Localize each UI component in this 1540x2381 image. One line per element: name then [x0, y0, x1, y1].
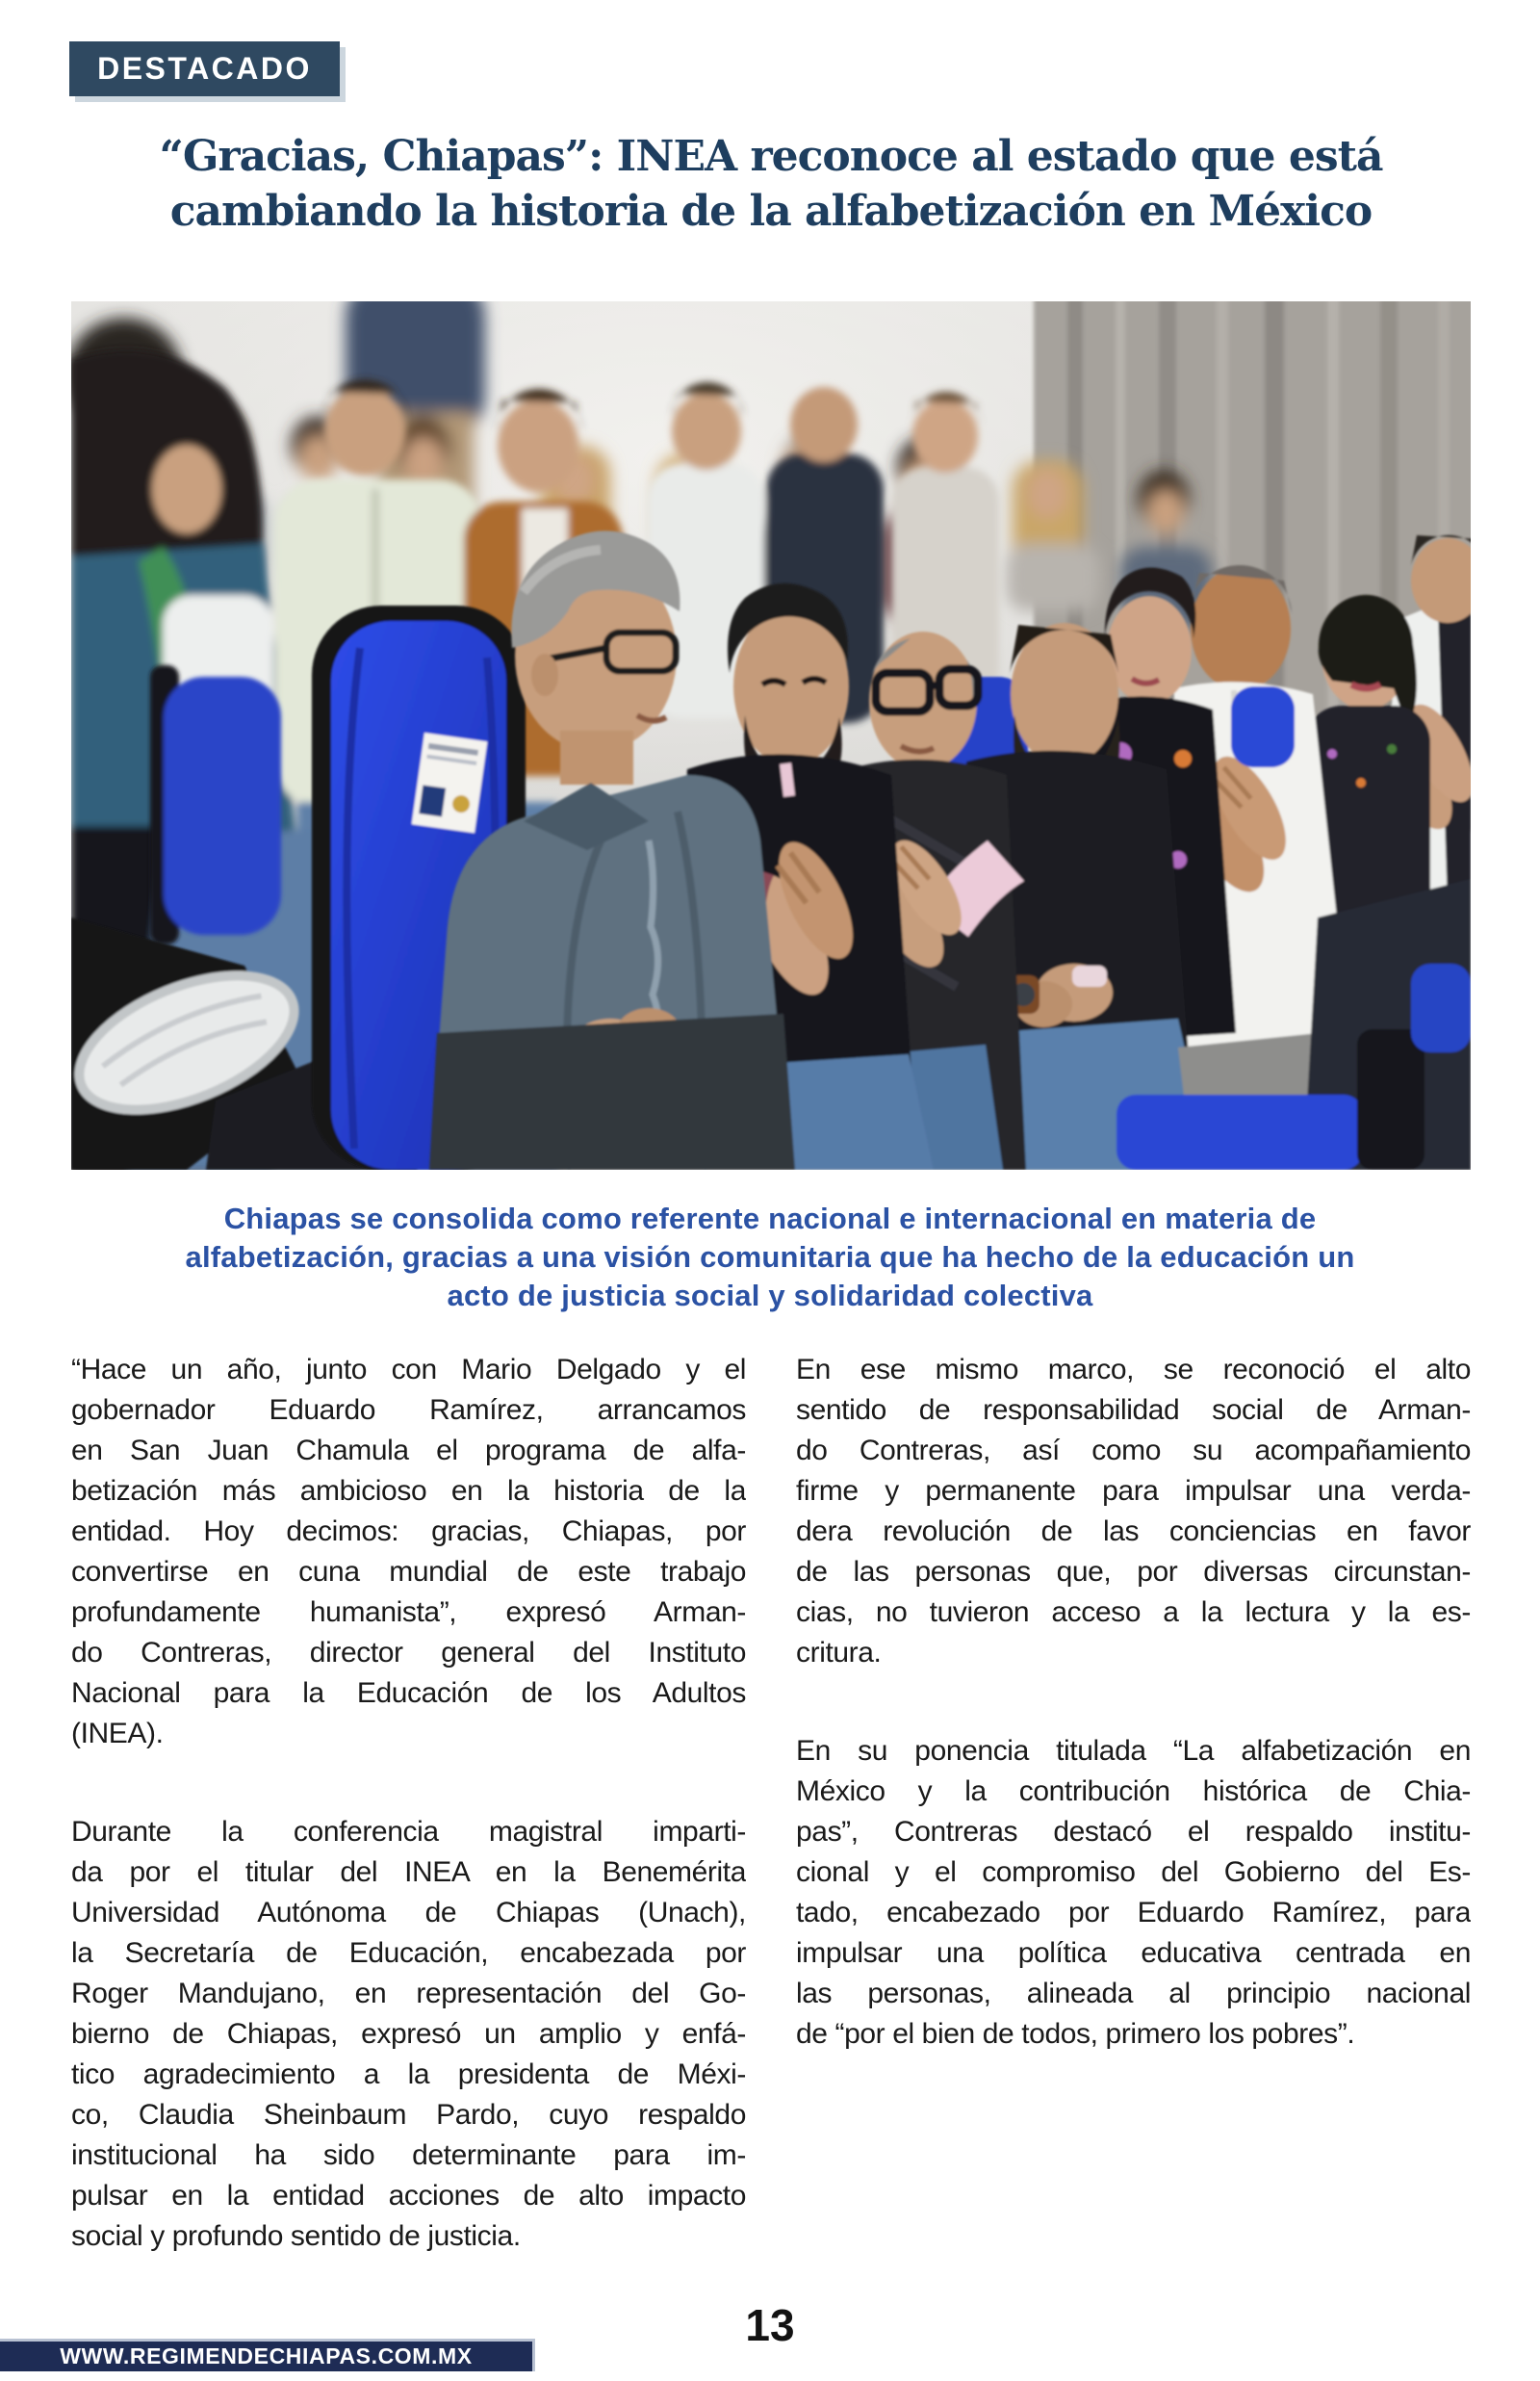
paragraph	[71, 1812, 746, 2257]
footer-url: WWW.REGIMENDECHIAPAS.COM.MX	[60, 2343, 473, 2368]
body-line: Nacional para la Educación de los Adultos	[71, 1677, 746, 1709]
body-line: social y profundo sentido de justicia.	[71, 2220, 521, 2252]
article-headline	[71, 129, 1471, 239]
body-line: profundamente humanista”, expresó Arman-	[71, 1596, 746, 1628]
body-line: pas”, Contreras destacó el respaldo institu-	[796, 1816, 1471, 1848]
audience-photo	[71, 301, 1471, 1170]
column-right	[796, 1350, 1471, 2257]
body-line: Universidad Autónoma de Chiapas (Unach),	[71, 1897, 746, 1928]
body-line: tico agradecimiento a la presidenta de Méxi-	[71, 2058, 746, 2090]
body-line: Durante la conferencia magistral imparti-	[71, 1816, 746, 1848]
body-line: En su ponencia titulada “La alfabetización en	[796, 1735, 1471, 1767]
body-line: co, Claudia Sheinbaum Pardo, cuyo respaldo	[71, 2099, 746, 2131]
body-line: impulsar una política educativa centrada en	[796, 1937, 1471, 1969]
body-line: la Secretaría de Educación, encabezada por	[71, 1937, 746, 1969]
body-line: Roger Mandujano, en representación del Go-	[71, 1978, 746, 2009]
body-line: firme y permanente para impulsar una verda-	[796, 1475, 1471, 1507]
headline-line: cambiando la historia de la alfabetización en México	[169, 187, 1373, 236]
headline-line: “Gracias, Chiapas”: INEA reconoce al estado que está	[159, 132, 1383, 181]
body-line: bierno de Chiapas, expresó un amplio y enfá-	[71, 2018, 746, 2050]
body-line: México y la contribución histórica de Chia-	[796, 1775, 1471, 1807]
caption-line: Chiapas se consolida como referente nacional e internacional en materia de	[223, 1202, 1317, 1235]
article-body	[71, 1350, 1471, 2257]
body-line: da por el titular del INEA en la Benemérita	[71, 1856, 746, 1888]
page-number: 13	[745, 2300, 795, 2350]
body-line: do Contreras, director general del Instituto	[71, 1637, 746, 1669]
body-line: gobernador Eduardo Ramírez, arrancamos	[71, 1394, 746, 1426]
caption-line: acto de justicia social y solidaridad colectiva	[447, 1279, 1093, 1312]
body-line: en San Juan Chamula el programa de alfa-	[71, 1435, 746, 1466]
body-line: betización más ambicioso en la historia de la	[71, 1475, 746, 1507]
caption-line: alfabetización, gracias a una visión comunitaria que ha hecho de la educación un	[185, 1240, 1355, 1274]
body-line: critura.	[796, 1637, 882, 1669]
body-line: de las personas que, por diversas circunstan-	[796, 1556, 1471, 1588]
column-left	[71, 1350, 746, 2257]
body-line: cional y el compromiso del Gobierno del Es-	[796, 1856, 1471, 1888]
paragraph	[71, 1350, 746, 1754]
body-line: tado, encabezado por Eduardo Ramírez, para	[796, 1897, 1471, 1928]
footer-url-bar	[0, 2339, 535, 2371]
body-line: do Contreras, así como su acompañamiento	[796, 1435, 1471, 1466]
body-line: las personas, alineada al principio nacional	[796, 1978, 1471, 2009]
body-line: “Hace un año, junto con Mario Delgado y el	[71, 1354, 746, 1385]
body-line: pulsar en la entidad acciones de alto impacto	[71, 2180, 746, 2212]
paragraph	[796, 1350, 1471, 1673]
body-line: cias, no tuvieron acceso a la lectura y la es-	[796, 1596, 1471, 1628]
body-line: dera revolución de las conciencias en favor	[796, 1515, 1471, 1547]
body-line: En ese mismo marco, se reconoció el alto	[796, 1354, 1471, 1385]
photo-caption	[87, 1200, 1453, 1315]
paragraph	[796, 1731, 1471, 2055]
body-line: entidad. Hoy decimos: gracias, Chiapas, por	[71, 1515, 746, 1547]
body-line: sentido de responsabilidad social de Arman-	[796, 1394, 1471, 1426]
body-line: convertirse en cuna mundial de este trabajo	[71, 1556, 746, 1588]
body-line: (INEA).	[71, 1718, 164, 1749]
body-line: de “por el bien de todos, primero los pobres”.	[796, 2018, 1355, 2050]
section-badge: DESTACADO	[69, 41, 340, 96]
body-line: institucional ha sido determinante para im-	[71, 2139, 746, 2171]
